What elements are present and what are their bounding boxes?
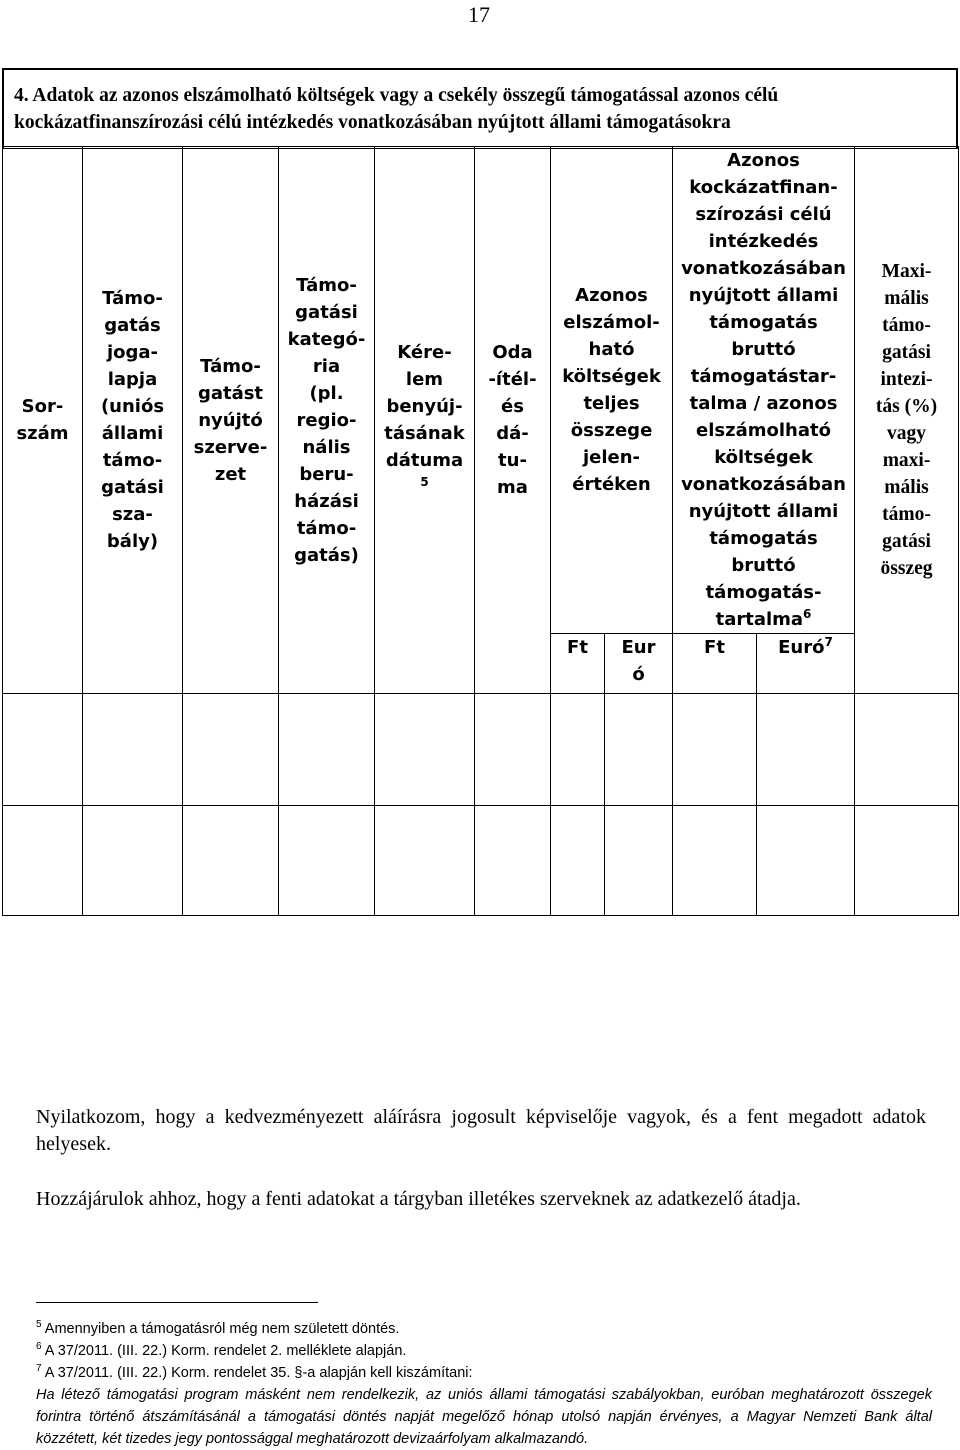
table-row (3, 806, 959, 916)
header-kerelem-text: Kére- lem benyúj- tásának dátuma (384, 342, 465, 471)
table-cell[interactable] (757, 694, 855, 806)
table-cell[interactable] (605, 694, 673, 806)
table-cell[interactable] (83, 694, 183, 806)
footnote-5 (36, 1318, 932, 1340)
header-jogalap: Támo- gatás joga- lapja (uniós állami támo- gatási sza- bály) (83, 147, 183, 694)
header-maximalis: Maxi- mális támo- gatási intezi- tás (%) vagy maxi- mális támo- gatási összeg (855, 147, 959, 694)
table-cell[interactable] (183, 806, 279, 916)
table-cell[interactable] (551, 806, 605, 916)
table-cell[interactable] (475, 694, 551, 806)
table-row (3, 694, 959, 806)
footnote-ref-7: 7 (824, 635, 833, 649)
footnote-number: 6 (36, 1341, 42, 1353)
footnotes (36, 1318, 932, 1450)
table-cell[interactable] (673, 694, 757, 806)
table-cell[interactable] (3, 694, 83, 806)
section-title: 4. Adatok az azonos elszámolható költségek vagy a csekély összegű támogatással azonos célú kockázatfinanszírozási célú intézkedés vonatkozásában nyújtott állami támogatásokra (14, 85, 779, 133)
header-azonos-cel-text: Azonos kockázatfinan- szírozási célú intézkedés vonatkozásában nyújtott állami támogatás bruttó támogatástar- talma / azonos elszámolható költségek vonatkozásában nyújtott állami támogatás bruttó támogatás- tartalma (681, 150, 846, 630)
table-cell[interactable] (855, 806, 959, 916)
footnote-7-note: Ha létező támogatási program másként nem rendelkezik, az uniós állami támogatási szabályokban, euróban meghatározott összegek forintra történő átszámításánál a támogatási döntés napját megelőző hónap utolsó napján érvényes, a Magyar Nemzeti Bank által közzétett, két tizedes jegy pontossággal meghatározott devizaárfolyam alkalmazandó. (36, 1387, 932, 1447)
subheader-ft-1: Ft (551, 634, 605, 694)
header-azonos-koltseg: Azonos elszámol- ható költségek teljes összege jelen- értéken (551, 147, 673, 634)
footnote-text: A 37/2011. (III. 22.) Korm. rendelet 35. §-a alapján kell kiszámítani: (44, 1365, 473, 1381)
table-cell[interactable] (279, 806, 375, 916)
aid-data-table (2, 146, 959, 916)
footnote-text: Amennyiben a támogatásról még nem született döntés. (44, 1321, 400, 1337)
subheader-euro-2 (757, 634, 855, 694)
table-cell[interactable] (605, 806, 673, 916)
table-cell[interactable] (375, 694, 475, 806)
table-cell[interactable] (757, 806, 855, 916)
footnote-text: A 37/2011. (III. 22.) Korm. rendelet 2. melléklete alapján. (44, 1343, 407, 1359)
footnote-number: 5 (36, 1319, 42, 1331)
subheader-ft-2: Ft (673, 634, 757, 694)
footnote-7 (36, 1362, 932, 1384)
table-cell[interactable] (375, 806, 475, 916)
table-cell[interactable] (279, 694, 375, 806)
header-azonos-cel (673, 147, 855, 634)
footnote-6 (36, 1340, 932, 1362)
table-cell[interactable] (551, 694, 605, 806)
header-kerelem (375, 147, 475, 694)
table-cell[interactable] (3, 806, 83, 916)
header-kategoria: Támo- gatási kategó- ria (pl. regio- nális beru- házási támo- gatás) (279, 147, 375, 694)
header-sorszam: Sor- szám (3, 147, 83, 694)
footnote-ref-5: 5 (420, 475, 429, 489)
table-cell[interactable] (855, 694, 959, 806)
section-header-box (2, 68, 958, 149)
header-szervezet: Támo- gatást nyújtó szerve- zet (183, 147, 279, 694)
subheader-euro-1: Eur ó (605, 634, 673, 694)
table-cell[interactable] (475, 806, 551, 916)
footnote-number: 7 (36, 1363, 42, 1375)
table-cell[interactable] (673, 806, 757, 916)
footnote-divider (36, 1302, 318, 1303)
declaration-statement: Nyilatkozom, hogy a kedvezményezett aláírásra jogosult képviselője vagyok, és a fent megadott adatok helyesek. (36, 1106, 926, 1155)
footnote-ref-6: 6 (803, 607, 812, 621)
table-cell[interactable] (83, 806, 183, 916)
table-cell[interactable] (183, 694, 279, 806)
consent-statement: Hozzájárulok ahhoz, hogy a fenti adatokat a tárgyban illetékes szerveknek az adatkezelő átadja. (36, 1188, 801, 1210)
page-number: 17 (468, 2, 490, 27)
header-odaiteles: Oda -ítél- és dá- tu- ma (475, 147, 551, 694)
subheader-euro-2-text: Euró (778, 637, 825, 658)
